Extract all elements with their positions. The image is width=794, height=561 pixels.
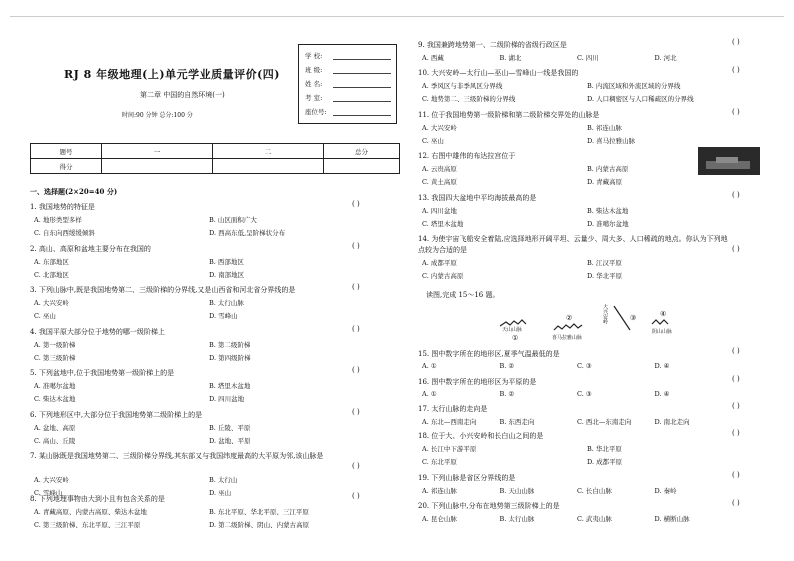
- question-right_questions-12-option-c[interactable]: C. 武夷山脉: [577, 515, 612, 523]
- question-right_questions-6-option-d[interactable]: D. 华北平原: [587, 272, 623, 280]
- question-left_questions-5-option-c[interactable]: C. 柴达木盆地: [34, 395, 76, 403]
- question-right_questions-11-option-c[interactable]: C. 长白山脉: [577, 487, 612, 495]
- question-left_questions-2-option-c[interactable]: C. 北部地区: [34, 271, 69, 279]
- question-right_questions-11-option-d[interactable]: D. 秦岭: [654, 487, 677, 495]
- label-tianshan: 天山山脉: [502, 327, 523, 333]
- question-left_questions-8-option-c[interactable]: C. 第三级阶梯、东北平原、三江平原: [34, 521, 141, 529]
- label-yinshan: 阴山山脉: [652, 329, 673, 335]
- question-left_questions-4-option-a[interactable]: A. 第一级阶梯: [34, 341, 76, 349]
- question-right_questions-12-option-a[interactable]: A. 昆仑山脉: [422, 515, 457, 523]
- info-seat-label: 座位号:: [305, 108, 327, 116]
- info-school-line[interactable]: [333, 59, 391, 60]
- answer-bracket-right_questions-12[interactable]: ( ): [732, 499, 740, 507]
- question-right_questions-1-option-d[interactable]: D. 河北: [654, 54, 677, 62]
- question-right_questions-7-option-b[interactable]: B. ②: [499, 362, 515, 370]
- question-right_questions-5-option-a[interactable]: A. 四川盆地: [422, 207, 457, 215]
- question-right_questions-11-stem: 19. 下列山脉是省区分界线的是: [418, 474, 516, 482]
- question-right_questions-2-option-a[interactable]: A. 季风区与非季风区分界线: [422, 82, 503, 90]
- answer-bracket-right_questions-5[interactable]: ( ): [732, 191, 740, 199]
- question-left_questions-1-option-b[interactable]: B. 山区面积广大: [209, 216, 257, 224]
- question-right_questions-6-stem: 14. 为使宇宙飞船安全着陆,应选择地形开阔平坦、云量少、周大多、人口稀疏的地点。你认为下列地点较为合适的是: [418, 235, 728, 254]
- question-right_questions-8-stem: 16. 图中数字所在的地形区为平原的是: [418, 378, 537, 386]
- question-right_questions-12-option-b[interactable]: B. 太行山脉: [499, 515, 535, 523]
- question-left_questions-1-option-c[interactable]: C. 自东向西缓缓倾斜: [34, 229, 95, 237]
- question-right_questions-5-option-b[interactable]: B. 柴达木盆地: [587, 207, 629, 215]
- question-left_questions-2-option-d[interactable]: D. 南部地区: [209, 271, 245, 279]
- answer-bracket-right_questions-1[interactable]: ( ): [732, 38, 740, 46]
- label-num-1: ①: [512, 334, 519, 342]
- answer-bracket-right_questions-7[interactable]: ( ): [732, 347, 740, 355]
- question-right_questions-9-option-b[interactable]: B. 东西走向: [499, 418, 535, 426]
- answer-bracket-right_questions-9[interactable]: ( ): [732, 402, 740, 410]
- question-right_questions-3-stem: 11. 位于我国地势第一级阶梯和第二级阶梯交界处的山脉是: [418, 111, 600, 119]
- answer-bracket-right_questions-6[interactable]: ( ): [732, 245, 740, 253]
- question-right_questions-6-option-c[interactable]: C. 内蒙古高原: [422, 272, 464, 280]
- question-left_questions-2-option-b[interactable]: B. 西部地区: [209, 258, 244, 266]
- question-left_questions-8-stem: 8. 下列地理事物由大到小且有包含关系的是: [30, 495, 165, 503]
- question-right_questions-2-option-b[interactable]: B. 内流区域和外流区域的分界线: [587, 82, 681, 90]
- question-right_questions-5-stem: 13. 我国四大盆地中平均海拔最高的是: [418, 194, 537, 202]
- info-name-label: 姓 名:: [305, 80, 323, 88]
- answer-bracket-right_questions-10[interactable]: ( ): [732, 429, 740, 437]
- question-right_questions-1-option-c[interactable]: C. 四川: [577, 54, 599, 62]
- question-left_questions-4-option-d[interactable]: D. 第四级阶梯: [209, 354, 251, 362]
- question-right_questions-7-option-d[interactable]: D. ④: [654, 362, 670, 370]
- terrain-map-svg: [496, 300, 686, 346]
- answer-bracket-left_questions-1[interactable]: ( ): [352, 200, 360, 208]
- answer-bracket-left_questions-6[interactable]: ( ): [352, 408, 360, 416]
- question-right_questions-12-stem: 20. 下列山脉中,分布在地势第三级阶梯上的是: [418, 502, 560, 510]
- question-right_questions-9-option-a[interactable]: A. 东北—西南走向: [422, 418, 477, 426]
- score-header-total: 总分: [324, 144, 400, 159]
- question-right_questions-4-stem: 12. 右图中雄伟的布达拉宫位于: [418, 152, 516, 160]
- yinshan-mountain-mark: [652, 320, 668, 324]
- question-left_questions-8-option-a[interactable]: A. 青藏高原、内蒙古高原、柴达木盆地: [34, 508, 147, 516]
- question-right_questions-10-option-b[interactable]: B. 华北平原: [587, 445, 622, 453]
- student-info-box: [298, 44, 397, 124]
- question-right_questions-8-option-d[interactable]: D. ④: [654, 390, 670, 398]
- question-left_questions-8-option-b[interactable]: B. 东北平原、华北平原、三江平原: [209, 508, 309, 516]
- answer-bracket-left_questions-8[interactable]: ( ): [352, 492, 360, 500]
- answer-bracket-right_questions-8[interactable]: ( ): [732, 375, 740, 383]
- question-right_questions-10-option-c[interactable]: C. 东北平原: [422, 458, 457, 466]
- question-left_questions-1-option-a[interactable]: A. 地形类型多样: [34, 216, 82, 224]
- question-left_questions-4-option-c[interactable]: C. 第三级阶梯: [34, 354, 76, 362]
- question-right_questions-1-stem: 9. 我国兼跨地势第一、二级阶梯的省级行政区是: [418, 41, 567, 49]
- question-left_questions-6-option-a[interactable]: A. 盆地、高原: [34, 424, 76, 432]
- question-left_questions-3-option-b[interactable]: B. 太行山脉: [209, 299, 244, 307]
- label-num-3: ③: [630, 314, 637, 322]
- score-cell-total[interactable]: [324, 159, 400, 174]
- question-left_questions-1-option-d[interactable]: D. 西高东低,呈阶梯状分布: [209, 229, 286, 237]
- label-daxing: 大兴安岭: [602, 304, 608, 324]
- answer-bracket-left_questions-7[interactable]: ( ): [352, 462, 360, 470]
- question-right_questions-10-option-a[interactable]: A. 长江中下游平原: [422, 445, 477, 453]
- question-right_questions-9-stem: 17. 太行山脉的走向是: [418, 405, 488, 413]
- info-class-label: 班 级:: [305, 66, 323, 74]
- score-cell-part2[interactable]: [213, 159, 324, 174]
- question-right_questions-2-option-d[interactable]: D. 人口稠密区与人口稀疏区的分界线: [587, 95, 694, 103]
- question-left_questions-7-stem: 7. 某山脉既是我国地势第二、三级阶梯分界线,其东部又与我国纬度最高的大平原为邻,该山脉是: [30, 452, 324, 460]
- score-header-part2: 二: [213, 144, 324, 159]
- himalaya-mountain-mark: [554, 324, 582, 330]
- question-left_questions-5-option-b[interactable]: B. 塔里木盆地: [209, 382, 251, 390]
- question-right_questions-8-option-a[interactable]: A. ①: [422, 390, 437, 398]
- answer-bracket-right_questions-2[interactable]: ( ): [732, 66, 740, 74]
- info-room-line[interactable]: [333, 101, 391, 102]
- question-right_questions-8-option-b[interactable]: B. ②: [499, 390, 515, 398]
- info-seat-line[interactable]: [333, 115, 391, 116]
- answer-bracket-left_questions-5[interactable]: ( ): [352, 366, 360, 374]
- answer-bracket-left_questions-3[interactable]: ( ): [352, 283, 360, 291]
- question-right_questions-1-option-a[interactable]: A. 西藏: [422, 54, 444, 62]
- label-num-4: ④: [660, 310, 667, 318]
- question-right_questions-4-option-b[interactable]: B. 内蒙古高原: [587, 165, 629, 173]
- question-left_questions-2-option-a[interactable]: A. 东部地区: [34, 258, 69, 266]
- answer-bracket-right_questions-3[interactable]: ( ): [732, 108, 740, 116]
- question-right_questions-12-option-d[interactable]: D. 横断山脉: [654, 515, 690, 523]
- question-right_questions-7-option-c[interactable]: C. ③: [577, 362, 592, 370]
- score-header-part1: 一: [102, 144, 213, 159]
- question-right_questions-6-option-a[interactable]: A. 成都平原: [422, 259, 457, 267]
- question-right_questions-3-option-c[interactable]: C. 巫山: [422, 137, 444, 145]
- question-left_questions-5-stem: 5. 下列盆地中,位于我国地势第一级阶梯上的是: [30, 369, 175, 377]
- question-right_questions-7-option-a[interactable]: A. ①: [422, 362, 437, 370]
- question-left_questions-7-option-b[interactable]: B. 太行山: [209, 476, 238, 484]
- question-right_questions-4-option-d[interactable]: D. 青藏高原: [587, 178, 623, 186]
- question-left_questions-6-option-b[interactable]: B. 丘陵、平原: [209, 424, 251, 432]
- label-num-2: ②: [566, 314, 573, 322]
- potala-palace-photo: [698, 147, 760, 175]
- question-left_questions-7-option-a[interactable]: A. 大兴安岭: [34, 476, 69, 484]
- question-left_questions-6-option-c[interactable]: C. 高山、丘陵: [34, 437, 76, 445]
- question-right_questions-7-stem: 15. 图中数字所在的地形区,夏季气温最低的是: [418, 350, 560, 358]
- question-left_questions-7-option-d[interactable]: D. 巫山: [209, 489, 232, 497]
- question-right_questions-5-option-d[interactable]: D. 准噶尔盆地: [587, 220, 629, 228]
- info-room-label: 考 室:: [305, 94, 323, 102]
- question-left_questions-8-option-d[interactable]: D. 第二级阶梯、阴山、内蒙古高原: [209, 521, 310, 529]
- question-right_questions-8-option-c[interactable]: C. ③: [577, 390, 592, 398]
- question-left_questions-4-stem: 4. 我国平原大部分位于地势的哪一级阶梯上: [30, 328, 165, 336]
- question-right_questions-9-option-c[interactable]: C. 西北—东南走向: [577, 418, 632, 426]
- map-intro: 读图,完成 15～16 题。: [426, 291, 500, 299]
- score-row-label: 得分: [31, 159, 102, 174]
- question-right_questions-3-option-d[interactable]: D. 喜马拉雅山脉: [587, 137, 636, 145]
- question-right_questions-3-option-a[interactable]: A. 大兴安岭: [422, 124, 457, 132]
- terrain-map-figure: [496, 300, 686, 346]
- question-left_questions-4-option-b[interactable]: B. 第二级阶梯: [209, 341, 251, 349]
- question-left_questions-3-stem: 3. 下列山脉中,既是我国地势第二、三级阶梯的分界线,又是山西省和河北省分界线的是: [30, 286, 296, 294]
- section-choice-heading: 一、选择题(2×20=40 分): [30, 187, 118, 196]
- label-himalaya: 喜马拉雅山脉: [552, 335, 583, 341]
- question-left_questions-2-stem: 2. 高山、高原和盆地主要分布在我国的: [30, 245, 151, 253]
- question-left_questions-5-option-d[interactable]: D. 四川盆地: [209, 395, 245, 403]
- question-left_questions-1-stem: 1. 我国地势的特征是: [30, 203, 95, 211]
- question-right_questions-1-option-b[interactable]: B. 湖北: [499, 54, 522, 62]
- question-left_questions-6-stem: 6. 下列地形区中,大部分位于我国地势第二级阶梯上的是: [30, 411, 203, 419]
- question-right_questions-10-option-d[interactable]: D. 成都平原: [587, 458, 623, 466]
- question-left_questions-6-option-d[interactable]: D. 盆地、平原: [209, 437, 251, 445]
- question-left_questions-3-option-c[interactable]: C. 巫山: [34, 312, 56, 320]
- info-class-line[interactable]: [333, 73, 391, 74]
- exam-title: RJ 8 年级地理(上)单元学业质量评价(四): [64, 68, 280, 81]
- score-cell-part1[interactable]: [102, 159, 213, 174]
- question-left_questions-3-option-d[interactable]: D. 雪峰山: [209, 312, 238, 320]
- question-left_questions-5-option-a[interactable]: A. 准噶尔盆地: [34, 382, 76, 390]
- chapter-title: 第二章 中国的自然环境(一): [140, 91, 225, 99]
- question-right_questions-10-stem: 18. 位于大、小兴安岭和长白山之间的是: [418, 432, 544, 440]
- score-header-question: 题号: [31, 144, 102, 159]
- daxing-mountain-mark: [614, 306, 630, 330]
- time-score-info: 时间:90 分钟 总分:100 分: [122, 112, 193, 119]
- question-right_questions-5-option-c[interactable]: C. 塔里木盆地: [422, 220, 464, 228]
- question-right_questions-2-option-c[interactable]: C. 地势第二、三级阶梯的分界线: [422, 95, 516, 103]
- question-right_questions-4-option-a[interactable]: A. 云贵高原: [422, 165, 457, 173]
- answer-bracket-left_questions-2[interactable]: ( ): [352, 242, 360, 250]
- question-right_questions-11-option-a[interactable]: A. 祁连山脉: [422, 487, 457, 495]
- info-name-line[interactable]: [333, 87, 391, 88]
- question-right_questions-4-option-c[interactable]: C. 黄土高原: [422, 178, 457, 186]
- answer-bracket-left_questions-4[interactable]: ( ): [352, 325, 360, 333]
- question-right_questions-9-option-d[interactable]: D. 南北走向: [654, 418, 690, 426]
- question-left_questions-7-option-c[interactable]: C. 雪峰山: [34, 489, 63, 497]
- answer-bracket-right_questions-11[interactable]: ( ): [732, 471, 740, 479]
- question-right_questions-6-option-b[interactable]: B. 江汉平原: [587, 259, 622, 267]
- question-right_questions-2-stem: 10. 大兴安岭—太行山—巫山—雪峰山一线是我国的: [418, 69, 579, 77]
- question-left_questions-3-option-a[interactable]: A. 大兴安岭: [34, 299, 69, 307]
- question-right_questions-11-option-b[interactable]: B. 天山山脉: [499, 487, 535, 495]
- question-right_questions-3-option-b[interactable]: B. 祁连山脉: [587, 124, 622, 132]
- info-school-label: 学 校:: [305, 52, 323, 60]
- score-table: [30, 143, 400, 174]
